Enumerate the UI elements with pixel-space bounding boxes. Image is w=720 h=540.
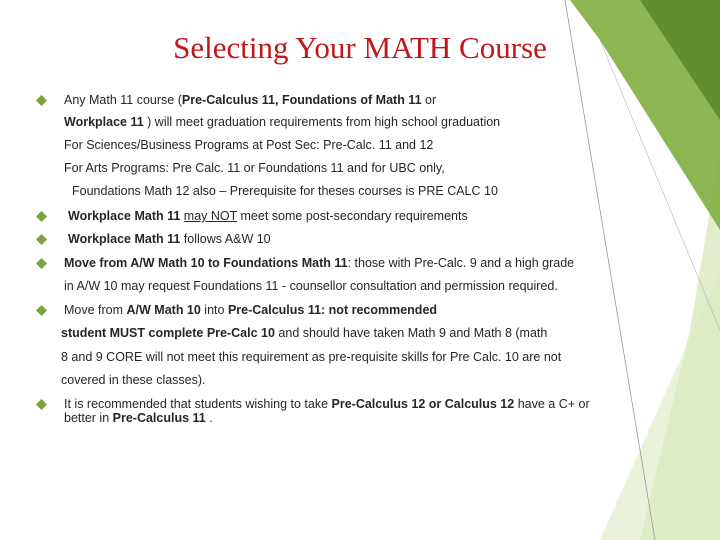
bullet-4-line-2: in A/W 10 may request Foundations 11 - counsellor consultation and permission required. bbox=[64, 279, 558, 293]
bullet-5-line-3: 8 and 9 CORE will not meet this requirement as pre-requisite skills for Pre Calc. 10 are not bbox=[61, 350, 562, 364]
bullet-1-line-4: For Arts Programs: Pre Calc. 11 or Foundations 11 and for UBC only, bbox=[64, 161, 445, 175]
bullet-4-line-1: Move from A/W Math 10 to Foundations Math 11: those with Pre-Calc. 9 and a high grade bbox=[64, 256, 575, 270]
pale-green-band bbox=[600, 270, 720, 540]
bullet-2: Workplace Math 11 may NOT meet some post-secondary requirements bbox=[68, 209, 468, 223]
filled-diamond-icon bbox=[36, 234, 47, 245]
slide-title: Selecting Your MATH Course bbox=[173, 30, 547, 65]
bullet-1-line-3: For Sciences/Business Programs at Post Sec: Pre-Calc. 11 and 12 bbox=[64, 138, 434, 152]
bullet-1-line-2: Workplace 11 ) will meet graduation requirements from high school graduation bbox=[64, 115, 501, 129]
filled-diamond-icon bbox=[36, 399, 47, 410]
filled-diamond-icon bbox=[36, 305, 47, 316]
bullet-1-line-5: Foundations Math 12 also – Prerequisite for theses courses is PRE CALC 10 bbox=[72, 184, 498, 198]
filled-diamond-icon bbox=[36, 211, 47, 222]
bullet-6-line-2: better in Pre-Calculus 11 . bbox=[64, 411, 213, 425]
filled-diamond-icon bbox=[36, 258, 47, 269]
filled-diamond-icon bbox=[36, 95, 47, 106]
bullet-6-line-1: It is recommended that students wishing to take Pre-Calculus 12 or Calculus 12 have a C+ or bbox=[64, 397, 590, 411]
bullet-5-line-1: Move from A/W Math 10 into Pre-Calculus 11: not recommended bbox=[64, 303, 438, 317]
bullet-3: Workplace Math 11 follows A&W 10 bbox=[68, 232, 271, 246]
bullet-5-line-2: student MUST complete Pre-Calc 10 and should have taken Math 9 and Math 8 (math bbox=[61, 326, 548, 340]
bullet-1-line-1: Any Math 11 course (Pre-Calculus 11, Foundations of Math 11 or bbox=[64, 93, 437, 107]
bullet-5-line-4: covered in these classes). bbox=[61, 373, 206, 387]
